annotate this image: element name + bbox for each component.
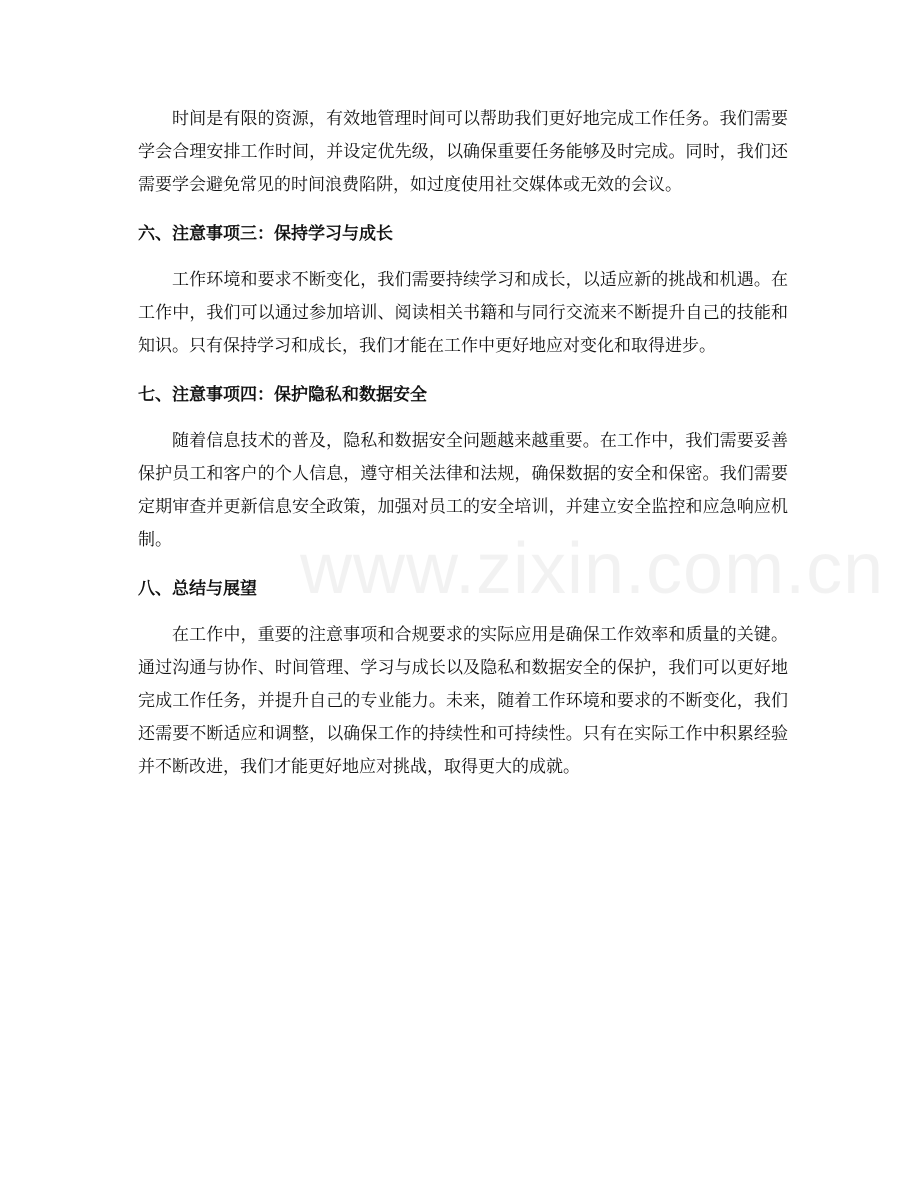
heading-section-7: 七、注意事项四：保护隐私和数据安全 <box>138 385 427 405</box>
heading-section-6: 六、注意事项三：保持学习与成长 <box>138 224 393 244</box>
watermark: www.zixin.com.cn <box>300 529 885 609</box>
paragraph-privacy-security: 随着信息技术的普及，隐私和数据安全问题越来越重要。在工作中，我们需要妥善保护员工和客户的个人信息，遵守相关法律和法规，确保数据的安全和保密。我们需要定期审查并更新信息安全政策，加强对员工的安全培训，并建立安全监控和应急响应机制。 <box>138 431 788 550</box>
document-body <box>138 103 788 784</box>
paragraph-learning-growth: 工作环境和要求不断变化，我们需要持续学习和成长，以适应新的挑战和机遇。在工作中，我们可以通过参加培训、阅读相关书籍和与同行交流来不断提升自己的技能和知识。只有保持学习和成长，我们才能在工作中更好地应对变化和取得进步。 <box>138 270 788 356</box>
paragraph-summary-outlook: 在工作中，重要的注意事项和合规要求的实际应用是确保工作效率和质量的关键。通过沟通与协作、时间管理、学习与成长以及隐私和数据安全的保护，我们可以更好地完成工作任务，并提升自己的专业能力。未来，随着工作环境和要求的不断变化，我们还需要不断适应和调整，以确保工作的持续性和可持续性。只有在实际工作中积累经验并不断改进，我们才能更好地应对挑战，取得更大的成就。 <box>138 625 788 777</box>
paragraph-time-management: 时间是有限的资源，有效地管理时间可以帮助我们更好地完成工作任务。我们需要学会合理安排工作时间，并设定优先级，以确保重要任务能够及时完成。同时，我们还需要学会避免常见的时间浪费陷阱，如过度使用社交媒体或无效的会议。 <box>138 109 788 195</box>
heading-section-8: 八、总结与展望 <box>138 579 257 599</box>
